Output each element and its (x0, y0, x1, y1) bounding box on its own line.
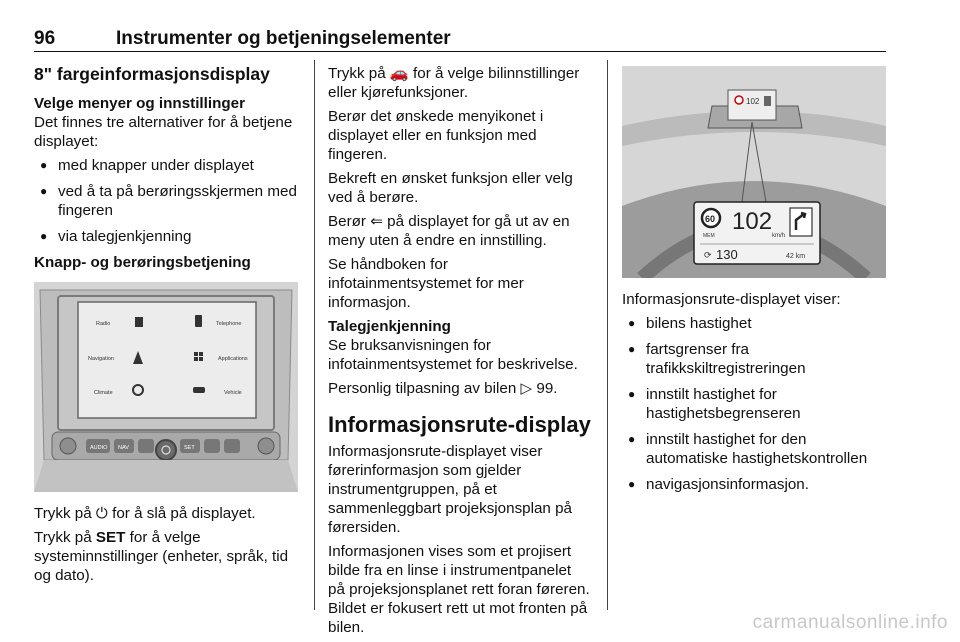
list-item: ● innstilt hastighet for den automatiske hastighetskontrollen (622, 430, 888, 468)
subheading-menus: Velge menyer og innstillinger (34, 95, 245, 112)
speed-limiter-icon: ⟳ (704, 251, 712, 261)
nav-button: NAV (118, 445, 129, 451)
hud-features-list (622, 314, 888, 494)
hud-speed-limit: 60 (705, 214, 716, 224)
cross-reference-icon: ▷ (520, 380, 533, 397)
hud-speed: 102 (732, 208, 773, 235)
column-divider (314, 60, 315, 610)
intro-text: Det finnes tre alternativer for å betjene displayet: (34, 114, 293, 150)
list-item: ● ved å ta på berøringsskjermen med fingeren (34, 182, 302, 220)
power-instruction: Trykk på ⏻ for å slå på displayet. (34, 505, 256, 522)
column-divider (607, 60, 608, 610)
options-list (34, 156, 302, 246)
set-button: SET (184, 445, 195, 451)
set-instruction: Trykk på SET for å velge systeminnstillinger (enheter, språk, tid og dato). (34, 529, 289, 584)
phone-icon (195, 315, 202, 327)
hud-set-speed: 130 (716, 247, 738, 262)
chapter-title: Instrumenter og betjeningselementer (116, 28, 451, 49)
power-icon: ⏻ (95, 505, 108, 522)
audio-button: AUDIO (90, 445, 108, 451)
column-right (622, 64, 888, 501)
menu-navigation: Navigation (88, 356, 114, 362)
infotainment-figure (34, 282, 298, 492)
back-arrow-icon: ⇐ (370, 213, 383, 230)
hud-speed-unit: km/h (772, 233, 786, 239)
section-heading-hud: Informasjonsrute-display (328, 412, 591, 437)
list-item: ● via talegjenkjenning (34, 227, 302, 246)
list-item: ● bilens hastighet (622, 314, 888, 333)
page-header (34, 28, 886, 52)
hud-caption: Informasjonsrute-displayet viser: (622, 291, 841, 308)
music-icon (135, 317, 143, 327)
list-item: ● fartsgrenser fra trafikkskiltregistreringen (622, 340, 888, 378)
menu-telephone: Telephone (216, 321, 242, 327)
list-item: ● navigasjonsinformasjon. (622, 475, 888, 494)
watermark: carmanualsonline.info (752, 612, 948, 633)
car-icon: 🚗 (389, 65, 409, 82)
subheading-voice: Talegjenkjenning (328, 318, 451, 335)
menu-applications: Applications (218, 356, 248, 362)
hud-mem-label: MEM (703, 233, 715, 239)
car-icon (193, 387, 205, 393)
list-item: ● innstilt hastighet for hastighetsbegrenseren (622, 385, 888, 423)
menu-vehicle: Vehicle (224, 390, 242, 396)
menu-radio: Radio (96, 321, 111, 327)
page-number: 96 (34, 28, 56, 49)
list-item: ● med knapper under displayet (34, 156, 302, 175)
menu-climate: Climate (94, 390, 113, 396)
column-left (34, 64, 302, 590)
hud-small-speed: 102 (746, 97, 760, 106)
column-middle: Trykk på 🚗 for å velge bilinnstillinger eller kjørefunksjoner. Berør det ønskede menyikonet i displayet eller en funksjon med fingeren. Bekreft en ønsket funksjon eller velg ved å berøre. Berør ⇐ på displayet for gå ut av en meny uten å endre en innstilling. Se håndboken for infotainmentsystemet for mer informasjon. Talegjenkjenning Se bruksanvisningen for infotainmentsystemet for beskrivelse. Personlig tilpasning av bilen ▷ 99. Informasjonsrute-display Informasjonsrute-displayet viser førerinformasjon som gjelder instrumentgruppen, på et sammenleggbart projeksjonsplan på førersiden. Informasjonen vises som et projisert bilde fra en linse i instrumentpanelet på projeksjonsplanet rett foran føreren. Bildet er fokusert rett ut mot fronten på bilen. (328, 65, 591, 636)
section-title: 8" fargeinformasjonsdisplay (34, 64, 270, 84)
subheading-buttons: Knapp- og berøringsbetjening (34, 254, 251, 271)
infotainment-illustration (34, 282, 298, 492)
hud-distance: 42 km (786, 253, 806, 260)
